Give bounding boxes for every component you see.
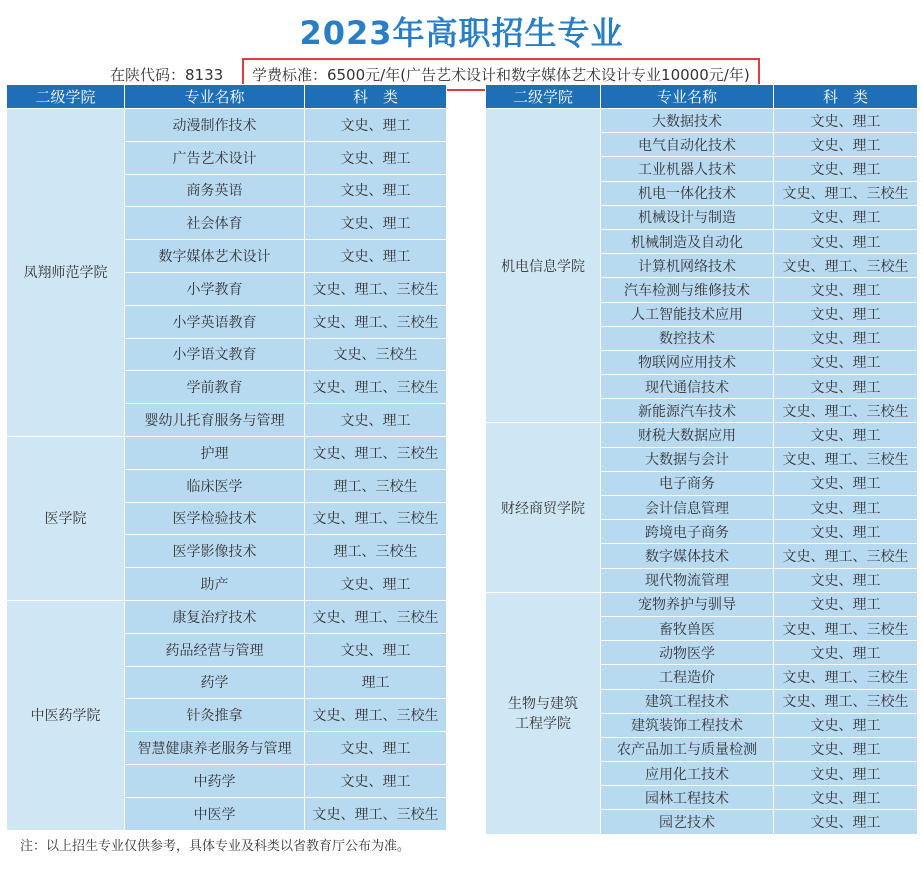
table-row — [486, 109, 918, 133]
college-cell: 中医药学院 — [7, 600, 125, 830]
kind-cell: 文史、理工、三校生 — [305, 600, 447, 633]
college-cell: 生物与建筑 工程学院 — [486, 592, 601, 834]
major-name-cell: 汽车检测与维修技术 — [601, 278, 774, 302]
major-name-cell: 机械设计与制造 — [601, 205, 774, 229]
table-row — [7, 436, 447, 469]
major-name-cell: 临床医学 — [125, 469, 305, 502]
major-name-cell: 药品经营与管理 — [125, 633, 305, 666]
college-cell: 医学院 — [7, 436, 125, 600]
major-name-cell: 药学 — [125, 666, 305, 699]
major-name-cell: 畜牧兽医 — [601, 616, 774, 640]
kind-cell: 文史、理工 — [305, 174, 447, 207]
kind-cell: 文史、理工、三校生 — [305, 699, 447, 732]
kind-cell: 文史、理工 — [305, 404, 447, 437]
header-college: 二级学院 — [7, 85, 125, 109]
kind-cell: 文史、理工、三校生 — [305, 502, 447, 535]
kind-cell: 文史、理工、三校生 — [305, 272, 447, 305]
major-name-cell: 现代物流管理 — [601, 568, 774, 592]
kind-cell: 文史、理工 — [774, 641, 918, 665]
kind-cell: 文史、理工、三校生 — [774, 399, 918, 423]
tuition-standard: 学费标准：6500元/年(广告艺术设计和数字媒体艺术设计专业10000元/年) — [242, 58, 760, 91]
kind-cell: 文史、理工 — [774, 471, 918, 495]
footnote: 注：以上招生专业仅供参考，具体专业及科类以省教育厅公布为准。 — [20, 839, 411, 854]
header-college: 二级学院 — [486, 85, 601, 109]
major-name-cell: 新能源汽车技术 — [601, 399, 774, 423]
kind-cell: 文史、理工、三校生 — [774, 616, 918, 640]
major-name-cell: 建筑工程技术 — [601, 689, 774, 713]
kind-cell: 文史、理工 — [774, 326, 918, 350]
major-name-cell: 计算机网络技术 — [601, 254, 774, 278]
kind-cell: 文史、理工 — [305, 568, 447, 601]
kind-cell: 理工、三校生 — [305, 469, 447, 502]
major-name-cell: 小学英语教育 — [125, 305, 305, 338]
province-code: 在陕代码：8133 — [110, 66, 224, 84]
kind-cell: 文史、理工 — [774, 737, 918, 761]
major-name-cell: 宠物养护与驯导 — [601, 592, 774, 616]
kind-cell: 文史、理工 — [774, 302, 918, 326]
kind-cell: 文史、理工 — [774, 713, 918, 737]
major-name-cell: 小学语文教育 — [125, 338, 305, 371]
major-name-cell: 机电一体化技术 — [601, 181, 774, 205]
major-name-cell: 数控技术 — [601, 326, 774, 350]
kind-cell: 文史、理工、三校生 — [774, 254, 918, 278]
major-name-cell: 农产品加工与质量检测 — [601, 737, 774, 761]
table-row — [7, 600, 447, 633]
left-majors-table — [6, 84, 447, 831]
kind-cell: 文史、理工 — [774, 423, 918, 447]
kind-cell: 文史、理工、三校生 — [305, 797, 447, 830]
major-name-cell: 电子商务 — [601, 471, 774, 495]
major-name-cell: 人工智能技术应用 — [601, 302, 774, 326]
page-title: 2023年高职招生专业 — [299, 14, 624, 52]
kind-cell: 理工 — [305, 666, 447, 699]
kind-cell: 文史、理工 — [774, 568, 918, 592]
major-name-cell: 学前教育 — [125, 371, 305, 404]
major-name-cell: 数字媒体艺术设计 — [125, 240, 305, 273]
kind-cell: 文史、理工 — [305, 633, 447, 666]
kind-cell: 文史、理工 — [774, 157, 918, 181]
kind-cell: 文史、理工、三校生 — [774, 447, 918, 471]
kind-cell: 文史、理工 — [305, 764, 447, 797]
table-row — [486, 592, 918, 616]
major-name-cell: 物联网应用技术 — [601, 350, 774, 374]
major-name-cell: 财税大数据应用 — [601, 423, 774, 447]
major-name-cell: 数字媒体技术 — [601, 544, 774, 568]
header-kind: 科 类 — [774, 85, 918, 109]
kind-cell: 文史、理工 — [774, 109, 918, 133]
kind-cell: 文史、三校生 — [305, 338, 447, 371]
kind-cell: 文史、理工 — [774, 278, 918, 302]
kind-cell: 文史、理工、三校生 — [774, 689, 918, 713]
major-name-cell: 电气自动化技术 — [601, 133, 774, 157]
kind-cell: 文史、理工、三校生 — [305, 371, 447, 404]
kind-cell: 文史、理工、三校生 — [305, 436, 447, 469]
major-name-cell: 助产 — [125, 568, 305, 601]
major-name-cell: 护理 — [125, 436, 305, 469]
major-name-cell: 应用化工技术 — [601, 762, 774, 786]
kind-cell: 文史、理工 — [774, 520, 918, 544]
major-name-cell: 会计信息管理 — [601, 496, 774, 520]
college-cell: 财经商贸学院 — [486, 423, 601, 592]
kind-cell: 文史、理工、三校生 — [774, 544, 918, 568]
kind-cell: 文史、理工 — [774, 810, 918, 834]
major-name-cell: 机械制造及自动化 — [601, 229, 774, 253]
major-name-cell: 大数据技术 — [601, 109, 774, 133]
kind-cell: 文史、理工 — [305, 240, 447, 273]
college-cell: 凤翔师范学院 — [7, 109, 125, 437]
kind-cell: 文史、理工 — [305, 732, 447, 765]
kind-cell: 文史、理工 — [774, 133, 918, 157]
kind-cell: 理工、三校生 — [305, 535, 447, 568]
major-name-cell: 工业机器人技术 — [601, 157, 774, 181]
kind-cell: 文史、理工 — [774, 762, 918, 786]
major-name-cell: 工程造价 — [601, 665, 774, 689]
major-name-cell: 康复治疗技术 — [125, 600, 305, 633]
kind-cell: 文史、理工 — [774, 592, 918, 616]
kind-cell: 文史、理工 — [305, 207, 447, 240]
kind-cell: 文史、理工 — [774, 496, 918, 520]
kind-cell: 文史、理工 — [305, 141, 447, 174]
major-name-cell: 婴幼儿托育服务与管理 — [125, 404, 305, 437]
major-name-cell: 商务英语 — [125, 174, 305, 207]
kind-cell: 文史、理工 — [774, 350, 918, 374]
major-name-cell: 广告艺术设计 — [125, 141, 305, 174]
major-name-cell: 智慧健康养老服务与管理 — [125, 732, 305, 765]
major-name-cell: 医学影像技术 — [125, 535, 305, 568]
kind-cell: 文史、理工、三校生 — [305, 305, 447, 338]
table-row — [486, 423, 918, 447]
major-name-cell: 园林工程技术 — [601, 786, 774, 810]
major-name-cell: 中药学 — [125, 764, 305, 797]
kind-cell: 文史、理工 — [774, 205, 918, 229]
kind-cell: 文史、理工、三校生 — [774, 181, 918, 205]
major-name-cell: 针灸推拿 — [125, 699, 305, 732]
right-majors-table — [485, 84, 918, 835]
kind-cell: 文史、理工 — [305, 109, 447, 142]
header-kind: 科 类 — [305, 85, 447, 109]
table-row — [7, 109, 447, 142]
major-name-cell: 动漫制作技术 — [125, 109, 305, 142]
kind-cell: 文史、理工、三校生 — [774, 665, 918, 689]
kind-cell: 文史、理工 — [774, 786, 918, 810]
college-cell: 机电信息学院 — [486, 109, 601, 423]
major-name-cell: 跨境电子商务 — [601, 520, 774, 544]
major-name-cell: 大数据与会计 — [601, 447, 774, 471]
major-name-cell: 园艺技术 — [601, 810, 774, 834]
kind-cell: 文史、理工 — [774, 229, 918, 253]
major-name-cell: 中医学 — [125, 797, 305, 830]
header-major: 专业名称 — [601, 85, 774, 109]
kind-cell: 文史、理工 — [774, 375, 918, 399]
major-name-cell: 现代通信技术 — [601, 375, 774, 399]
major-name-cell: 建筑装饰工程技术 — [601, 713, 774, 737]
major-name-cell: 动物医学 — [601, 641, 774, 665]
major-name-cell: 医学检验技术 — [125, 502, 305, 535]
major-name-cell: 社会体育 — [125, 207, 305, 240]
major-name-cell: 小学教育 — [125, 272, 305, 305]
header-major: 专业名称 — [125, 85, 305, 109]
